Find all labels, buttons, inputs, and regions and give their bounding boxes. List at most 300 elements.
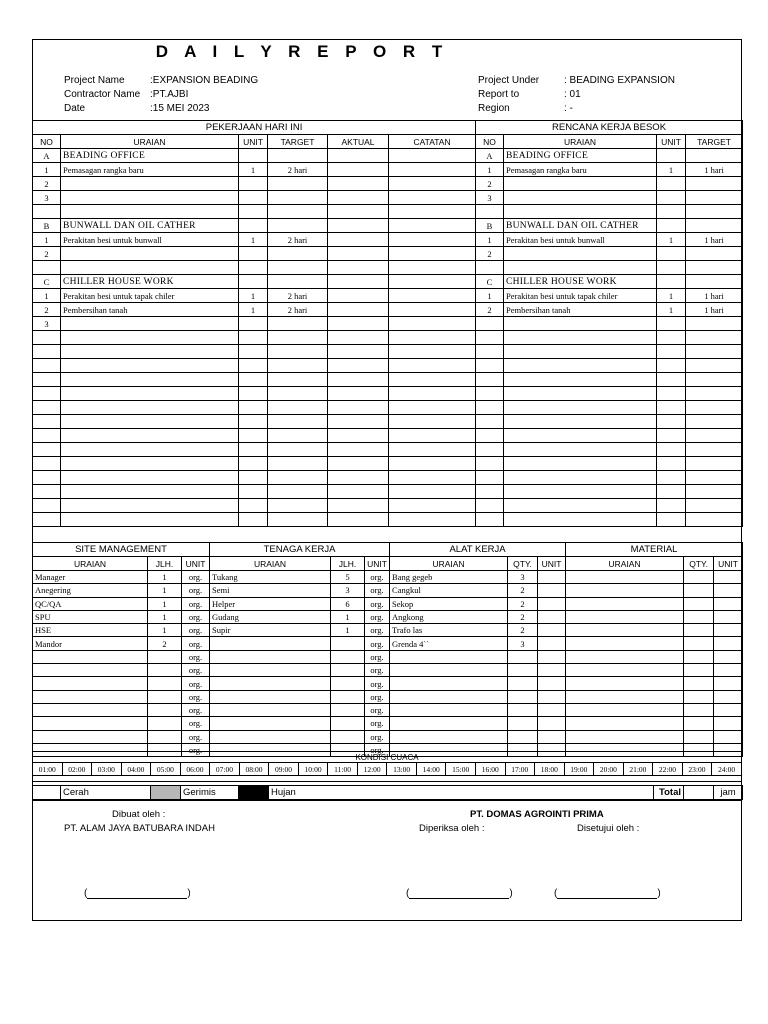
today-cell [268,373,328,387]
ak-uraian: Angkong [390,610,508,623]
tk-uraian: Tukang [210,571,331,584]
today-cell [268,513,328,527]
today-cell: Pembersihan tanah [61,303,239,317]
today-cell: 1 [239,233,268,247]
today-cell [239,191,268,205]
today-cell [33,471,61,485]
mat-unit [714,690,743,703]
sm-jlh [148,703,182,716]
today-cell [328,331,389,345]
sm-uraian: SPU [33,610,148,623]
today-cell [239,401,268,415]
today-cell [268,415,328,429]
tk-uraian [210,717,331,730]
table-row [476,345,743,359]
material-header: MATERIAL [566,543,743,557]
mat-uraian [566,637,684,650]
sm-uraian [33,677,148,690]
tomorrow-cell [657,415,686,429]
tk-unit: org. [365,571,390,584]
tomorrow-cell: A [476,149,504,163]
tomorrow-cell: CHILLER HOUSE WORK [504,275,657,289]
tomorrow-cell [686,317,743,331]
col-unit: UNIT [239,135,268,149]
tk-unit: org. [365,717,390,730]
tomorrow-cell: 1 [657,163,686,177]
col-target: TARGET [686,135,743,149]
tomorrow-cell [657,191,686,205]
table-row [33,191,476,205]
today-cell [389,289,476,303]
ak-uraian: Bang gegeb [390,571,508,584]
tk-jlh: 1 [331,624,365,637]
today-cell [268,149,328,163]
project-under-value: : BEADING EXPANSION [564,75,675,86]
today-cell [61,191,239,205]
today-cell [268,219,328,233]
hour-cell: 20:00 [594,763,624,776]
tomorrow-cell [504,359,657,373]
tk-jlh: 5 [331,571,365,584]
today-cell [328,303,389,317]
today-cell [389,275,476,289]
table-row [33,205,476,219]
tk-unit: org. [365,690,390,703]
mat-qty [684,703,714,716]
table-row [33,289,476,303]
col-jlh: JLH. [331,557,365,571]
today-cell [61,485,239,499]
hour-cell: 14:00 [416,763,446,776]
tk-unit: org. [365,730,390,743]
ak-qty [508,703,538,716]
tk-unit: org. [365,610,390,623]
today-cell [239,149,268,163]
today-cell [239,359,268,373]
report-to-label: Report to [478,89,520,100]
ak-qty [508,730,538,743]
ak-unit [538,664,566,677]
today-cell: 1 [239,163,268,177]
tomorrow-plan-table [475,120,743,527]
mat-unit [714,610,743,623]
today-cell [61,471,239,485]
col-uraian: URAIAN [61,135,239,149]
tk-uraian [210,650,331,663]
tk-unit: org. [365,743,390,756]
today-cell [389,345,476,359]
tomorrow-cell [686,205,743,219]
today-cell [239,485,268,499]
today-cell [239,331,268,345]
ak-qty: 3 [508,637,538,650]
mat-unit [714,703,743,716]
table-row [33,233,476,247]
mat-unit [714,624,743,637]
sm-jlh [148,664,182,677]
today-cell [33,359,61,373]
tomorrow-cell [686,345,743,359]
mat-qty [684,624,714,637]
tk-uraian [210,664,331,677]
header-right [478,74,675,116]
today-cell [33,415,61,429]
sm-uraian: Anegering [33,584,148,597]
sm-unit: org. [182,650,210,663]
tk-jlh [331,677,365,690]
tomorrow-cell [686,387,743,401]
signature-line-right[interactable]: ( ) [554,888,661,899]
hour-cell: 15:00 [446,763,476,776]
alat-kerja-header: ALAT KERJA [390,543,566,557]
tomorrow-cell [686,191,743,205]
ak-qty: 2 [508,610,538,623]
today-cell [268,443,328,457]
table-row [33,443,476,457]
tomorrow-cell: Pembersihan tanah [504,303,657,317]
today-cell [328,415,389,429]
today-cell: 2 hari [268,289,328,303]
today-cell: 1 [239,303,268,317]
tomorrow-cell [686,401,743,415]
today-cell [33,457,61,471]
sm-jlh: 1 [148,571,182,584]
tomorrow-cell [686,499,743,513]
today-cell [61,261,239,275]
mat-uraian [566,717,684,730]
table-row [33,345,476,359]
today-cell [61,331,239,345]
today-cell [389,387,476,401]
table-row [476,205,743,219]
tomorrow-cell: C [476,275,504,289]
tk-uraian [210,690,331,703]
ak-uraian [390,664,508,677]
today-cell [389,163,476,177]
col-uraian: URAIAN [566,557,684,571]
table-row [476,373,743,387]
sm-jlh [148,650,182,663]
col-no: NO [33,135,61,149]
hour-cell: 13:00 [387,763,417,776]
resource-row [33,597,743,610]
tomorrow-cell [657,177,686,191]
tomorrow-cell: 2 [476,247,504,261]
tomorrow-cell: 3 [476,191,504,205]
tomorrow-cell [504,513,657,527]
today-cell [328,387,389,401]
tomorrow-cell [504,499,657,513]
mat-qty [684,677,714,690]
tomorrow-cell [657,373,686,387]
tomorrow-cell: 1 [476,289,504,303]
today-cell [389,205,476,219]
signature-line-middle[interactable]: ( ) [406,888,513,899]
today-cell [33,345,61,359]
col-uraian: URAIAN [33,557,148,571]
today-cell: 2 [33,177,61,191]
resource-row [33,637,743,650]
tomorrow-cell [504,317,657,331]
today-cell [389,331,476,345]
today-cell [328,219,389,233]
today-cell: Pemasagan rangka baru [61,163,239,177]
tomorrow-cell [504,331,657,345]
project-name-value: :EXPANSION BEADING [150,75,259,86]
today-cell: 1 [33,233,61,247]
tomorrow-cell: 1 [657,303,686,317]
sm-uraian [33,717,148,730]
tomorrow-cell [476,471,504,485]
hour-cell: 19:00 [564,763,594,776]
sm-jlh [148,717,182,730]
today-cell [239,275,268,289]
tomorrow-cell [686,373,743,387]
table-row [33,317,476,331]
mat-qty [684,730,714,743]
today-cell [61,513,239,527]
today-cell [268,471,328,485]
mat-uraian [566,690,684,703]
today-cell [239,261,268,275]
tomorrow-cell [476,345,504,359]
hour-cell: 12:00 [357,763,387,776]
today-cell [61,401,239,415]
hour-cell: 03:00 [92,763,122,776]
today-cell [389,303,476,317]
today-cell [389,415,476,429]
hour-cell: 10:00 [298,763,328,776]
ak-unit [538,637,566,650]
hour-cell: 11:00 [328,763,358,776]
tomorrow-cell: 1 [657,289,686,303]
resource-row [33,624,743,637]
today-cell [389,457,476,471]
gerimis-label: Gerimis [181,786,239,800]
mat-qty [684,637,714,650]
ak-qty [508,664,538,677]
sm-uraian [33,664,148,677]
mat-uraian [566,664,684,677]
tk-jlh: 1 [331,610,365,623]
today-cell [328,457,389,471]
tomorrow-cell [686,429,743,443]
company-right: PT. DOMAS AGROINTI PRIMA [470,809,604,820]
mat-unit [714,677,743,690]
col-jlh: JLH. [148,557,182,571]
ak-unit [538,690,566,703]
today-cell [389,261,476,275]
tomorrow-cell [686,261,743,275]
tk-jlh [331,690,365,703]
ak-qty: 2 [508,624,538,637]
ak-uraian [390,677,508,690]
today-cell [328,149,389,163]
table-row [33,177,476,191]
resource-row [33,677,743,690]
tk-jlh [331,664,365,677]
today-cell [268,359,328,373]
today-cell [33,429,61,443]
ak-uraian: Cangkul [390,584,508,597]
mat-uraian [566,650,684,663]
today-cell [33,443,61,457]
tomorrow-cell [476,359,504,373]
today-cell: 2 hari [268,303,328,317]
sm-unit: org. [182,677,210,690]
today-cell [328,345,389,359]
mat-qty [684,690,714,703]
tomorrow-cell [504,485,657,499]
table-row [33,387,476,401]
today-cell [239,373,268,387]
hour-cell: 05:00 [151,763,181,776]
today-cell [268,261,328,275]
ak-uraian [390,650,508,663]
today-cell [328,499,389,513]
tk-unit: org. [365,664,390,677]
today-cell [61,247,239,261]
today-cell [268,387,328,401]
today-cell: 1 [33,289,61,303]
table-row [33,401,476,415]
col-uraian: URAIAN [210,557,331,571]
hujan-swatch [239,786,269,800]
today-cell [61,317,239,331]
tomorrow-cell [686,457,743,471]
resource-row [33,690,743,703]
company-left: PT. ALAM JAYA BATUBARA INDAH [64,823,215,834]
tomorrow-cell [657,149,686,163]
tomorrow-cell [476,387,504,401]
tomorrow-cell [504,457,657,471]
today-cell [328,191,389,205]
col-unit: UNIT [365,557,390,571]
tomorrow-cell: 1 [657,233,686,247]
tomorrow-cell [686,471,743,485]
tomorrow-cell [504,205,657,219]
today-cell [61,345,239,359]
hour-cell: 23:00 [682,763,712,776]
table-row [33,149,476,163]
tk-unit: org. [365,637,390,650]
tomorrow-cell [476,457,504,471]
tk-jlh: 6 [331,597,365,610]
col-target: TARGET [268,135,328,149]
table-row [476,499,743,513]
today-cell [33,485,61,499]
today-cell [328,247,389,261]
today-cell [33,499,61,513]
jam-label: jam [714,786,743,800]
ak-unit [538,703,566,716]
tk-jlh [331,730,365,743]
mat-unit [714,571,743,584]
table-row [33,261,476,275]
ak-unit [538,677,566,690]
mat-unit [714,650,743,663]
tomorrow-cell [686,219,743,233]
today-cell [61,205,239,219]
today-cell [239,499,268,513]
tomorrow-cell [504,443,657,457]
tk-jlh [331,717,365,730]
tk-uraian [210,703,331,716]
tomorrow-cell [504,387,657,401]
signature-line-left[interactable]: ( ) [84,888,191,899]
resources-table [32,542,743,757]
mat-qty [684,584,714,597]
mat-qty [684,717,714,730]
tk-jlh: 3 [331,584,365,597]
sm-unit: org. [182,743,210,756]
today-cell [239,247,268,261]
today-cell [389,149,476,163]
sm-uraian [33,730,148,743]
sm-jlh: 1 [148,584,182,597]
tomorrow-cell [657,485,686,499]
tomorrow-cell [657,219,686,233]
mat-qty [684,597,714,610]
tomorrow-cell [504,471,657,485]
tk-uraian: Semi [210,584,331,597]
today-cell: B [33,219,61,233]
tk-unit: org. [365,624,390,637]
tk-jlh [331,703,365,716]
date-label: Date [64,103,86,114]
ak-uraian: Trafo las [390,624,508,637]
today-cell: 2 hari [268,233,328,247]
today-cell: BEADING OFFICE [61,149,239,163]
tomorrow-cell [504,177,657,191]
table-row [476,163,743,177]
today-cell [328,401,389,415]
today-cell [389,471,476,485]
hour-cell: 04:00 [121,763,151,776]
today-cell: 3 [33,317,61,331]
table-row [476,275,743,289]
today-cell [328,205,389,219]
tk-uraian [210,730,331,743]
today-cell [389,499,476,513]
sm-unit: org. [182,624,210,637]
sm-unit: org. [182,610,210,623]
hour-cell: 16:00 [475,763,505,776]
today-cell [33,513,61,527]
ak-uraian: Grenda 4`` [390,637,508,650]
ak-uraian [390,690,508,703]
report-to-value: : 01 [564,89,581,100]
tomorrow-cell [686,177,743,191]
col-aktual: AKTUAL [328,135,389,149]
resource-row [33,730,743,743]
sm-jlh: 2 [148,637,182,650]
ak-unit [538,571,566,584]
col-qty: QTY. [684,557,714,571]
tk-unit: org. [365,703,390,716]
tomorrow-cell [476,373,504,387]
col-no: NO [476,135,504,149]
table-row [476,219,743,233]
tomorrow-cell [686,513,743,527]
hour-cell: 08:00 [239,763,269,776]
today-cell [33,205,61,219]
tomorrow-cell: 1 hari [686,303,743,317]
today-cell [33,387,61,401]
ak-qty [508,717,538,730]
hour-cell: 24:00 [712,763,742,776]
today-cell [389,219,476,233]
